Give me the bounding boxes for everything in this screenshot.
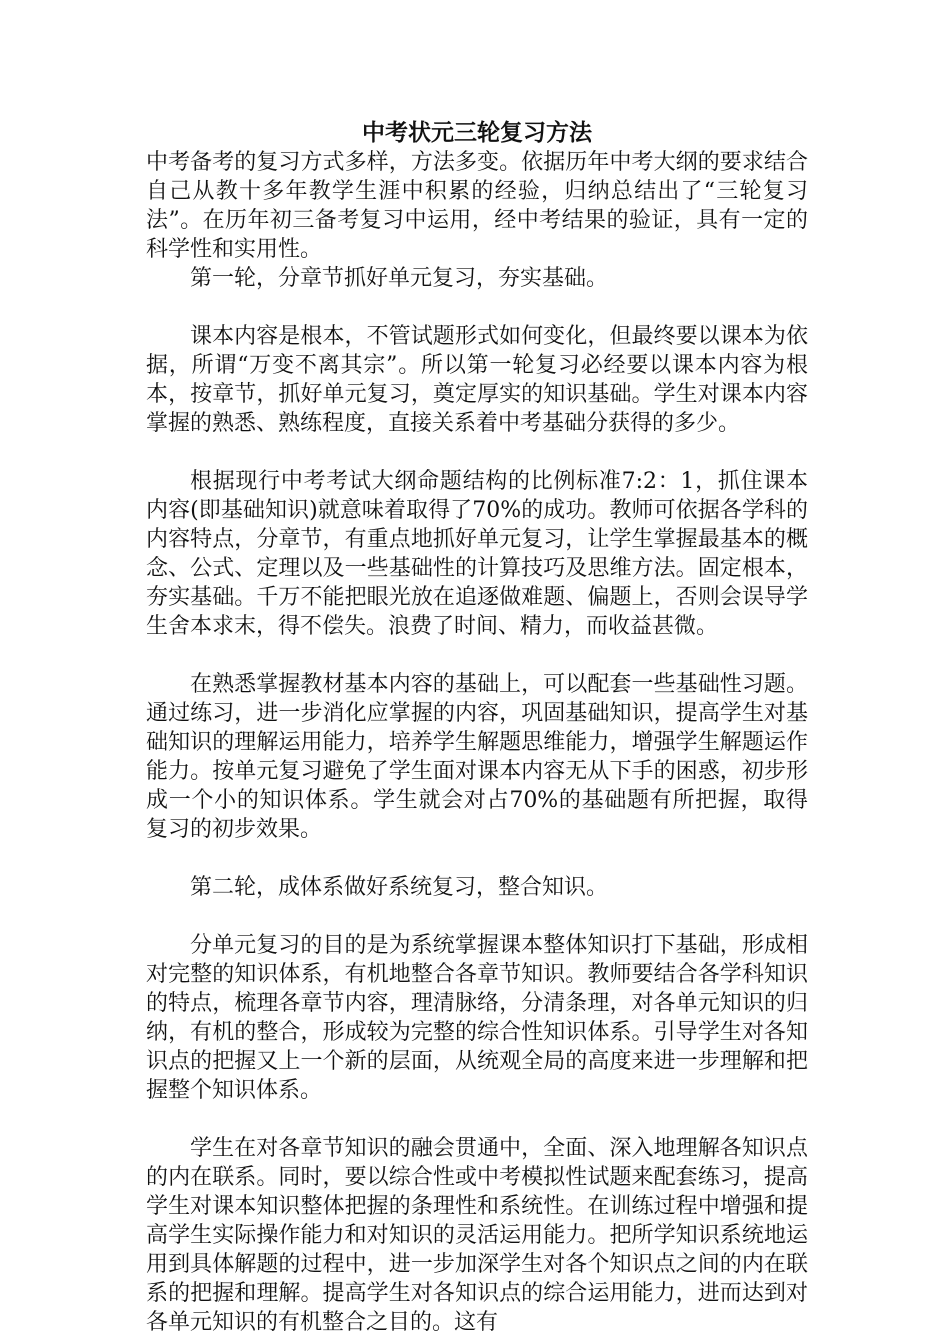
round-two-heading: 第二轮，成体系做好系统复习，整合知识。 [190, 875, 609, 900]
intro-paragraph: 中考备考的复习方式多样，方法多变。依据历年中考大纲的要求结合自己从教十多年教学生涯中积累的经验，归纳总结出了“三轮复习法”。在历年初三备考复习中运用，经中考结果的验证，具有一定的科学性和实用性。 [146, 150, 808, 262]
body-paragraph: 课本内容是根本，不管试题形式如何变化，但最终要以课本为依据，所谓“万变不离其宗”。所以第一轮复习必经要以课本内容为根本，按章节，抓好单元复习，奠定厚实的知识基础。学生对课本内容掌握的熟悉、熟练程度，直接关系着中考基础分获得的多少。 [146, 324, 808, 436]
body-paragraph: 学生在对各章节知识的融会贯通中，全面、深入地理解各知识点的内在联系。同时，要以综合性或中考模拟性试题来配套练习，提高学生对课本知识整体把握的条理性和系统性。在训练过程中增强和提高学生实际操作能力和对知识的灵活运用能力。把所学知识系统地运用到具体解题的过程中，进一步加深学生对各个知识点之间的内在联系的把握和理解。提高学生对各知识点的综合运用能力，进而达到对各单元知识的有机整合之目的。这有 [146, 1136, 808, 1335]
document-title: 中考状元三轮复习方法 [362, 119, 592, 146]
round-one-heading: 第一轮，分章节抓好单元复习，夯实基础。 [190, 266, 609, 291]
body-paragraph: 在熟悉掌握教材基本内容的基础上，可以配套一些基础性习题。通过练习，进一步消化应掌握的内容，巩固基础知识，提高学生对基础知识的理解运用能力，培养学生解题思维能力，增强学生解题运作能力。按单元复习避免了学生面对课本内容无从下手的困惑，初步形成一个小的知识体系。学生就会对占70%的基础题有所把握，取得复习的初步效果。 [146, 672, 808, 842]
body-paragraph: 分单元复习的目的是为系统掌握课本整体知识打下基础，形成相对完整的知识体系，有机地整合各章节知识。教师要结合各学科知识的特点，梳理各章节内容，理清脉络，分清条理，对各单元知识的归纳，有机的整合，形成较为完整的综合性知识体系。引导学生对各知识点的把握又上一个新的层面，从统观全局的高度来进一步理解和把握整个知识体系。 [146, 933, 808, 1103]
body-paragraph: 根据现行中考考试大纲命题结构的比例标准7:2：1，抓住课本内容(即基础知识)就意味着取得了70%的成功。教师可依据各学科的内容特点，分章节，有重点地抓好单元复习，让学生掌握最基本的概念、公式、定理以及一些基础性的计算技巧及思维方法。固定根本，夯实基础。千万不能把眼光放在追逐做难题、偏题上，否则会误导学生舍本求末，得不偿失。浪费了时间、精力，而收益甚微。 [146, 469, 808, 639]
document-page [146, 118, 808, 1337]
